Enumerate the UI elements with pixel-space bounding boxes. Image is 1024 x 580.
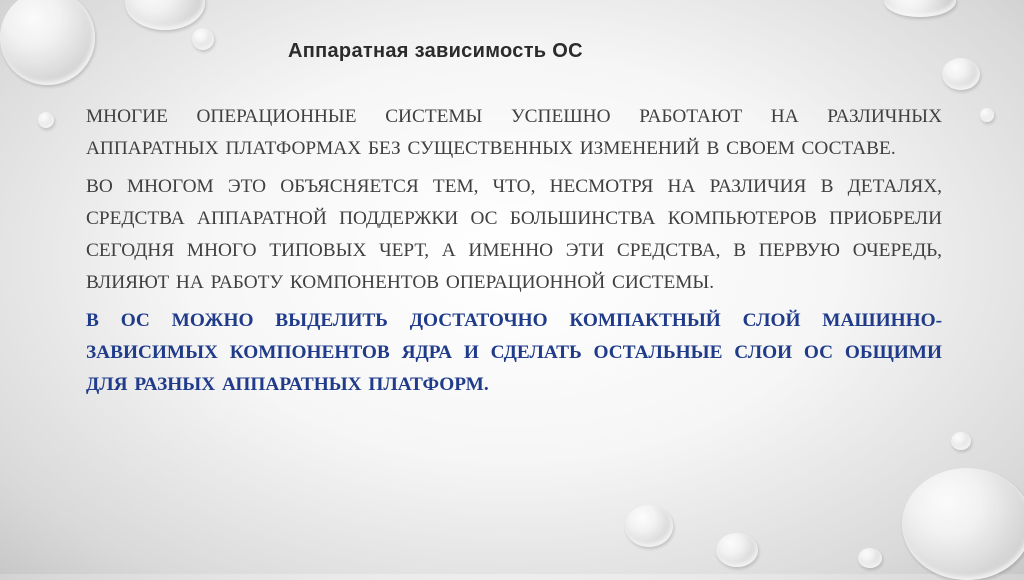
slide-body bbox=[86, 101, 942, 407]
water-drop-decoration bbox=[951, 432, 971, 450]
water-drop-decoration bbox=[858, 548, 882, 568]
slide-title: Аппаратная зависимость ОС bbox=[288, 40, 583, 62]
water-drop-decoration bbox=[0, 0, 95, 85]
water-drop-decoration bbox=[38, 112, 54, 128]
water-drop-decoration bbox=[884, 0, 956, 17]
paragraph-1: МНОГИЕ ОПЕРАЦИОННЫЕ СИСТЕМЫ УСПЕШНО РАБОТАЮТ НА РАЗЛИЧНЫХ АППАРАТНЫХ ПЛАТФОРМАХ БЕЗ СУЩЕСТВЕННЫХ ИЗМЕНЕНИЙ В СВОЕМ СОСТАВЕ. bbox=[86, 106, 942, 159]
paragraph-3-highlight: В ОС МОЖНО ВЫДЕЛИТЬ ДОСТАТОЧНО КОМПАКТНЫЙ СЛОЙ МАШИННО-ЗАВИСИМЫХ КОМПОНЕНТОВ ЯДРА И СДЕЛАТЬ ОСТАЛЬНЫЕ СЛОИ ОС ОБЩИМИ ДЛЯ РАЗНЫХ АППАРАТНЫХ ПЛАТФОРМ. bbox=[86, 310, 942, 395]
water-drop-decoration bbox=[716, 533, 758, 567]
paragraph-2: ВО МНОГОМ ЭТО ОБЪЯСНЯЕТСЯ ТЕМ, ЧТО, НЕСМОТРЯ НА РАЗЛИЧИЯ В ДЕТАЛЯХ, СРЕДСТВА АППАРАТНОЙ ПОДДЕРЖКИ ОС БОЛЬШИНСТВА КОМПЬЮТЕРОВ ПРИОБРЕЛИ СЕГОДНЯ МНОГО ТИПОВЫХ ЧЕРТ, А ИМЕННО ЭТИ СРЕДСТВА, В ПЕРВУЮ ОЧЕРЕДЬ, ВЛИЯЮТ НА РАБОТУ КОМПОНЕНТОВ ОПЕРАЦИОННОЙ СИСТЕМЫ. bbox=[86, 176, 942, 293]
water-drop-decoration bbox=[902, 468, 1024, 580]
water-drop-decoration bbox=[125, 0, 205, 30]
water-drop-decoration bbox=[980, 108, 994, 122]
water-drop-decoration bbox=[192, 28, 214, 50]
water-drop-decoration bbox=[625, 505, 673, 547]
water-drop-decoration bbox=[942, 58, 980, 90]
